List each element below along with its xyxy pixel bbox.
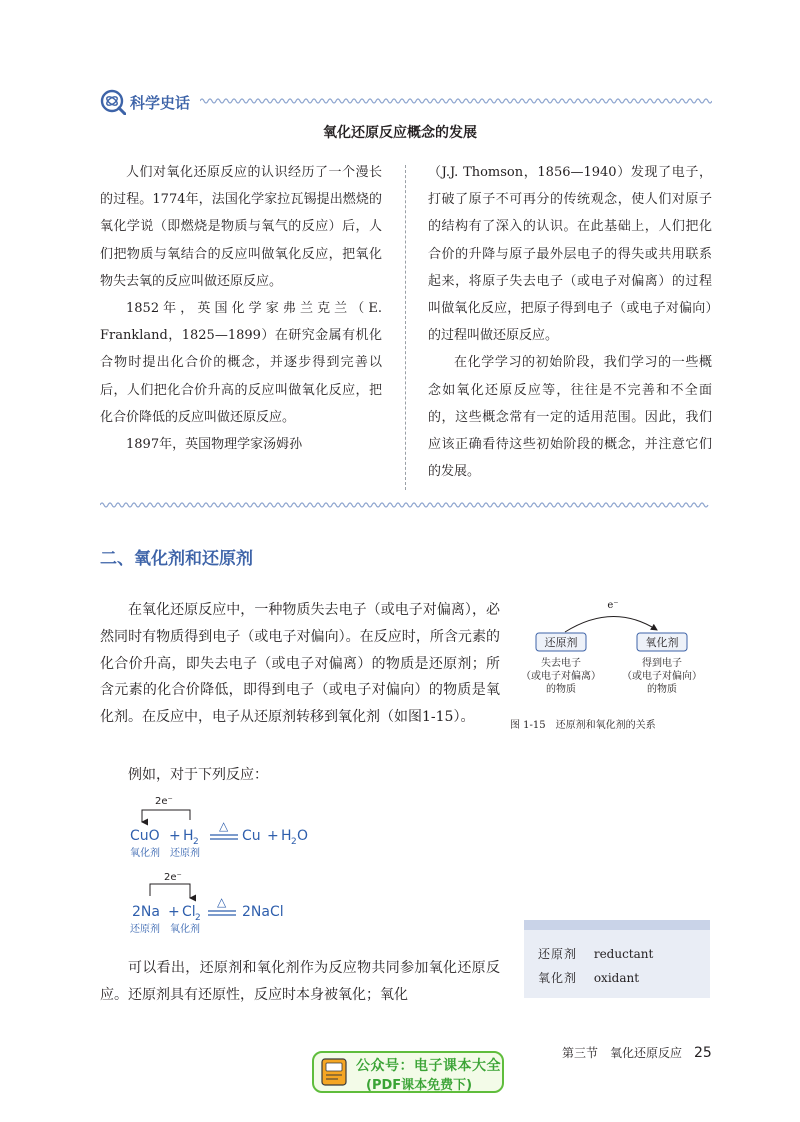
glossary-term-en: reductant <box>593 947 654 961</box>
essay-paragraph: 1852年，英国化学家弗兰克兰（E. Frankland，1825—1899）在研究金属有机化合物时提出化合价的概念，并逐步得到完善以后，人们把化合价升高的反应叫做氧化反应，把化合价降低的反应叫做还原反应。 <box>100 301 382 425</box>
conclusion-paragraph <box>100 955 500 1009</box>
magnifier-atom-icon <box>100 89 126 115</box>
role-label: 还原剂 <box>170 848 200 859</box>
glossary-term-en: oxidant <box>593 971 640 985</box>
plus-sign: + <box>168 904 180 920</box>
glossary-row <box>538 969 639 986</box>
electron-count: 2e⁻ <box>155 796 173 807</box>
wave-divider-top <box>200 96 712 106</box>
oxidant-desc: 的物质 <box>647 684 677 695</box>
reactant: Cl <box>182 904 196 920</box>
role-label: 还原剂 <box>130 924 160 935</box>
subscript: 2 <box>193 837 199 847</box>
conclusion-text: 可以看出，还原剂和氧化剂作为反应物共同参加氧化还原反应。还原剂具有还原性，反应时本身被氧化；氧化 <box>100 960 500 1003</box>
wave-divider-bottom <box>100 500 712 510</box>
glossary-term-zh: 还原剂 <box>538 947 578 961</box>
reactant: CuO <box>130 828 160 844</box>
reactant: H <box>183 828 194 844</box>
essay-right-column <box>428 159 712 485</box>
electron-bracket <box>142 810 190 822</box>
role-label: 氧化剂 <box>130 848 160 859</box>
essay-paragraph: 人们对氧化还原反应的认识经历了一个漫长的过程。1774年，法国化学家拉瓦锡提出燃烧的氧化学说（即燃烧是物质与氧气的反应）后，人们把物质与氧结合的反应叫做氧化反应，把氧化物失去氧的反应叫做还原反应。 <box>100 165 382 289</box>
science-history-label: 科学史话 <box>130 93 191 112</box>
product: O <box>297 828 309 844</box>
plus-sign: + <box>169 828 181 844</box>
page-number: 25 <box>694 1045 712 1061</box>
footer-section-title: 第三节 氧化还原反应 <box>562 1046 683 1060</box>
watermark-line2: (PDF课本免费下) <box>366 1078 473 1093</box>
science-history-header <box>100 88 190 116</box>
subscript: 2 <box>195 913 201 923</box>
watermark-line1: 公众号：电子课本大全 <box>356 1058 501 1074</box>
product: 2NaCl <box>242 904 284 920</box>
heat-symbol: △ <box>219 819 229 833</box>
example-intro-text: 例如，对于下列反应： <box>128 767 268 783</box>
oxidant-desc: （或电子对偏向） <box>622 671 702 682</box>
figure-caption: 图 1-15 还原剂和氧化剂的关系 <box>510 720 656 731</box>
glossary-row <box>538 945 653 962</box>
essay-paragraph: （J.J. Thomson，1856—1940）发现了电子，打破了原子不可再分的传统观念，使人们对原子的结构有了深入的认识。在此基础上，人们把化合价的升降与原子最外层电子的得失或共用联系起来，将原子失去电子（或电子对偏离）的过程叫做氧化反应，把原子得到电子（或电子对偏向）的过程叫做还原反应。 <box>428 165 712 344</box>
figure-reductant-oxidant <box>505 594 720 704</box>
equation-na-cl2 <box>128 868 338 938</box>
equation-cuo-h2 <box>128 792 338 862</box>
oxidant-box-label: 氧化剂 <box>645 636 679 649</box>
oxidant-desc: 得到电子 <box>642 658 682 669</box>
watermark-badge <box>312 1051 504 1093</box>
glossary-top-bar <box>524 920 710 930</box>
role-label: 氧化剂 <box>170 924 200 935</box>
main-paragraph <box>100 597 500 731</box>
heat-symbol: △ <box>217 895 227 909</box>
page-footer <box>562 1044 712 1061</box>
subscript: 2 <box>291 837 297 847</box>
product: Cu <box>242 828 261 844</box>
essay-title: 氧化还原反应概念的发展 <box>323 125 477 141</box>
essay-paragraph: 1897年，英国物理学家汤姆孙 <box>126 437 303 453</box>
reductant-box-label: 还原剂 <box>544 636 578 649</box>
book-logo-icon <box>320 1057 348 1087</box>
reductant-desc: 的物质 <box>546 684 576 695</box>
column-divider <box>405 165 406 490</box>
electron-count: 2e⁻ <box>164 872 182 883</box>
section-title: 二、氧化剂和还原剂 <box>100 549 253 569</box>
essay-left-column <box>100 159 382 458</box>
glossary-box <box>524 920 710 998</box>
electron-transfer-arrow <box>565 616 657 632</box>
glossary-term-zh: 氧化剂 <box>538 971 578 985</box>
essay-paragraph: 在化学学习的初始阶段，我们学习的一些概念如氧化还原反应等，往往是不完善和不全面的，这些概念常有一定的适用范围。因此，我们应该正确看待这些初始阶段的概念，并注意它们的发展。 <box>428 355 712 480</box>
reactant: 2Na <box>132 904 160 920</box>
plus-sign: + <box>267 828 279 844</box>
reductant-desc: （或电子对偏离） <box>521 671 601 682</box>
electron-bracket <box>150 884 190 898</box>
electron-label: e⁻ <box>607 600 619 611</box>
product: H <box>281 828 292 844</box>
example-intro <box>100 762 500 789</box>
paragraph-text: 在氧化还原反应中，一种物质失去电子（或电子对偏离），必然同时有物质得到电子（或电子对偏向）。在反应时，所含元素的化合价升高，即失去电子（或电子对偏离）的物质是还原剂；所含元素的化合价降低，即得到电子（或电子对偏向）的物质是氧化剂。在反应中，电子从还原剂转移到氧化剂（如图1-15）。 <box>100 602 500 726</box>
reductant-desc: 失去电子 <box>541 658 581 669</box>
